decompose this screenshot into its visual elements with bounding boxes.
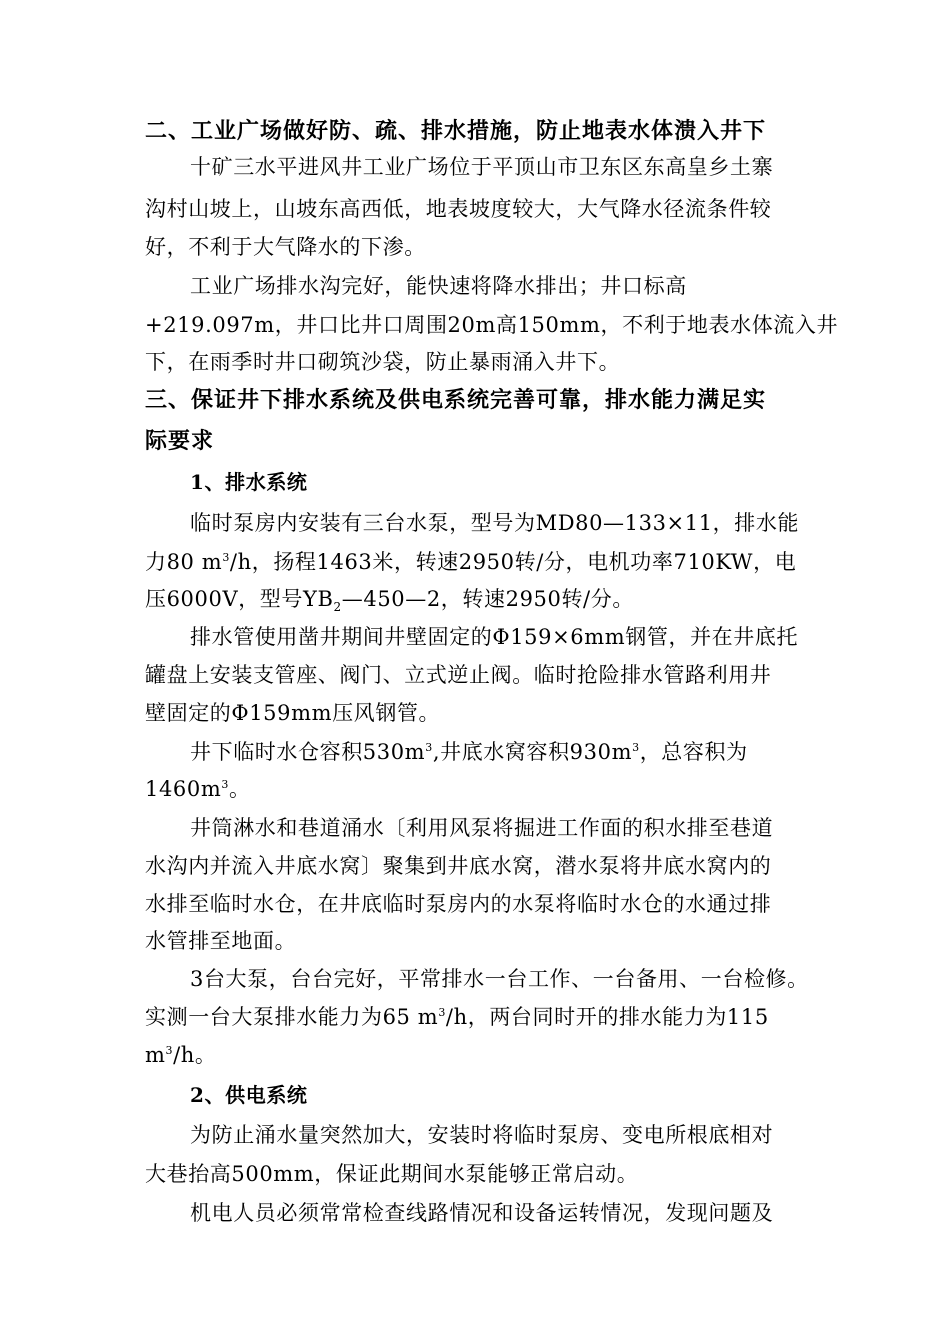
text-run: 井下临时水仓容积530m [190, 740, 426, 764]
paragraph-line: 好，不利于大气降水的下渗。 [145, 235, 426, 259]
paragraph-line [145, 1002, 769, 1032]
section-heading-3-cont: 际要求 [145, 428, 215, 454]
paragraph-line: 井筒淋水和巷道涌水〔利用风泵将掘进工作面的积水排至巷道 [190, 816, 774, 840]
superscript: 3 [438, 1006, 446, 1019]
paragraph-line [145, 547, 796, 577]
paragraph-line: 罐盘上安装支管座、阀门、立式逆止阀。临时抢险排水管路利用井 [145, 663, 772, 687]
text-run: ,井底水窝容积930m [432, 740, 633, 764]
text-run: ，总容积为 [639, 740, 748, 764]
paragraph-line: 机电人员必须常常检查线路情况和设备运转情况，发现问题及 [190, 1201, 774, 1225]
section-heading-3: 三、保证井下排水系统及供电系统完善可靠，排水能力满足实 [145, 387, 767, 413]
section-heading-2: 二、工业广场做好防、疏、排水措施，防止地表水体溃入井下 [145, 118, 767, 144]
text-run: 力80 m [145, 550, 223, 574]
text-run: 实测一台大泵排水能力为65 m [145, 1005, 439, 1029]
paragraph-line: 十矿三水平进风井工业广场位于平顶山市卫东区东高皇乡土寨 [190, 155, 774, 179]
text-run: m [145, 1043, 166, 1067]
text-run: /h。 [173, 1043, 217, 1067]
paragraph-line [145, 584, 634, 614]
paragraph-line: 工业广场排水沟完好，能快速将降水排出；井口标高 [190, 274, 687, 298]
paragraph-line: +219.097m，井口比井口周围20m高150mm，不利于地表水体流入井 [145, 313, 839, 337]
subheading-power: 2、供电系统 [190, 1083, 308, 1107]
paragraph-line: 水管排至地面。 [145, 929, 297, 953]
subheading-drainage: 1、排水系统 [190, 470, 308, 494]
paragraph-line: 大巷抬高500mm，保证此期间水泵能够正常启动。 [145, 1162, 639, 1186]
superscript: 3 [425, 741, 433, 754]
paragraph-line: 排水管使用凿井期间井壁固定的Φ159×6mm钢管，并在井底托 [190, 625, 799, 649]
text-run: /h，扬程1463米，转速2950转/分，电机功率710KW，电 [229, 550, 797, 574]
paragraph-line: 3台大泵，台台完好，平常排水一台工作、一台备用、一台检修。 [190, 967, 809, 991]
text-run: /h，两台同时开的排水能力为115 [445, 1005, 769, 1029]
superscript: 3 [165, 1044, 174, 1057]
paragraph-line [190, 737, 748, 767]
paragraph-line: 水排至临时水仓，在井底临时泵房内的水泵将临时水仓的水通过排 [145, 892, 772, 916]
paragraph-line: 下，在雨季时井口砌筑沙袋，防止暴雨涌入井下。 [145, 350, 621, 374]
paragraph-line: 沟村山坡上，山坡东高西低，地表坡度较大，大气降水径流条件较 [145, 197, 772, 221]
superscript: 3 [632, 741, 640, 754]
text-run: —450—2，转速2950转/分。 [341, 587, 634, 611]
paragraph-line: 壁固定的Φ159mm压风钢管。 [145, 701, 441, 725]
paragraph-line [145, 774, 251, 804]
superscript: 3 [221, 778, 229, 791]
subscript: 2 [333, 600, 342, 615]
paragraph-line: 临时泵房内安装有三台水泵，型号为MD80—133×11，排水能 [190, 511, 800, 535]
text-run: 1460m [145, 777, 222, 801]
text-run: 压6000V，型号YB [145, 587, 334, 611]
paragraph-line: 水沟内并流入井底水窝〕聚集到井底水窝，潜水泵将井底水窝内的 [145, 854, 772, 878]
paragraph-line [145, 1040, 217, 1070]
text-run: 。 [228, 777, 251, 801]
superscript: 3 [222, 551, 230, 564]
paragraph-line: 为防止涌水量突然加大，安装时将临时泵房、变电所根底相对 [190, 1123, 774, 1147]
